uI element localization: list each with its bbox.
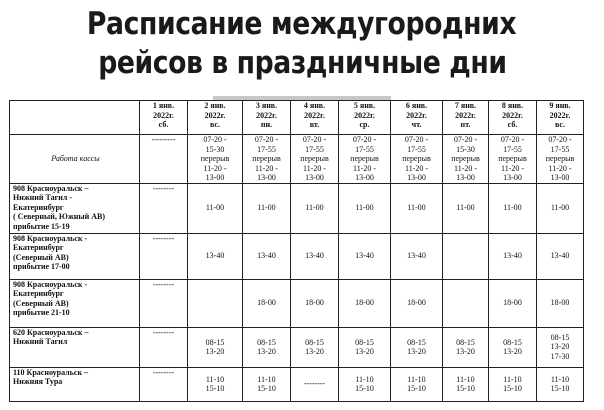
date-header-line: вс. (555, 120, 565, 129)
date-header-line: чт. (411, 120, 422, 129)
time-value: -------- (152, 183, 175, 193)
departure-time-cell (339, 233, 391, 279)
time-value: 08-15 (456, 337, 475, 347)
time-value: перерыв (300, 154, 329, 163)
departure-time-cell (291, 279, 339, 327)
route-label-line: 110 Красноуральск – (13, 367, 89, 377)
time-value: 13-20 (407, 347, 426, 356)
departure-time-cell (489, 279, 537, 327)
route-label (10, 183, 140, 233)
time-value: 13-00 (456, 173, 475, 182)
time-value: 13-20 (257, 347, 276, 356)
time-value: 13-20 (550, 342, 570, 352)
departure-time-cell (443, 367, 489, 401)
time-value: -------- (303, 379, 326, 389)
time-value: 15-10 (205, 384, 225, 393)
time-value: 13-20 (205, 347, 225, 356)
ticket-office-hours-cell (489, 135, 537, 184)
time-value: 15-10 (355, 384, 374, 393)
departure-time-cell (291, 233, 339, 279)
time-value: перерыв (350, 154, 379, 163)
route-label-line: Екатеринбург (13, 202, 64, 212)
time-value: 13-40 (205, 251, 225, 261)
time-value: -------- (152, 327, 175, 337)
ticket-office-hours-cell (291, 135, 339, 184)
route-row (10, 233, 584, 279)
route-label-line: Екатеринбург (13, 289, 64, 298)
time-value: 08-15 (550, 332, 570, 342)
time-value: 11-00 (456, 203, 475, 213)
date-header-line: 2022г. (354, 110, 375, 120)
route-label-line: Нижний Тагил (13, 337, 68, 346)
time-value: 07-20 - (302, 135, 327, 144)
time-value: перерыв (252, 154, 281, 163)
time-value: -------- (152, 233, 175, 243)
ticket-office-hours-cell (391, 135, 443, 184)
time-value: -------- (152, 367, 175, 377)
route-label-line: 620 Красноуральск – (13, 327, 89, 337)
route-label (10, 279, 140, 327)
time-value: перерыв (200, 154, 230, 163)
ticket-office-hours-cell (188, 135, 243, 184)
time-value: 11-10 (205, 374, 225, 384)
time-value: перерыв (451, 154, 480, 163)
time-value: 17-55 (305, 144, 324, 154)
time-value: 07-20 - (254, 135, 279, 144)
time-value: 07-20 - (352, 135, 377, 144)
time-value: 15-10 (503, 384, 522, 393)
departure-time-cell (391, 327, 443, 367)
time-value: 08-15 (407, 337, 426, 347)
date-header-line: вс. (210, 120, 220, 129)
route-label (10, 233, 140, 279)
time-value: перерыв (545, 154, 575, 163)
time-value: 13-00 (503, 173, 522, 182)
departure-time-cell (188, 279, 243, 327)
headline-line-1: Расписание междугородних (87, 6, 517, 42)
date-header-line: 2022г. (204, 110, 226, 120)
route-label-line: ( Северный, Южный АВ) (13, 212, 106, 221)
time-value: 13-40 (257, 251, 276, 261)
departure-time-cell (537, 367, 584, 401)
time-value: 11-00 (205, 203, 225, 213)
time-value: 13-00 (407, 173, 426, 182)
date-header-cell (291, 101, 339, 135)
departure-time-cell (188, 183, 243, 233)
time-value: 07-20 - (548, 135, 572, 144)
time-value: 13-20 (503, 347, 522, 356)
departure-time-cell (291, 327, 339, 367)
route-label-line: прибытие 21-10 (13, 308, 70, 317)
time-value: 07-20 - (203, 135, 227, 144)
time-value: 11-20 - (453, 163, 478, 173)
departure-time-cell (391, 183, 443, 233)
route-label-line: 908 Красноуральск – (13, 183, 89, 193)
departure-time-cell (243, 279, 291, 327)
departure-time-cell (140, 327, 188, 367)
route-label-line: прибытие 15-19 (13, 221, 70, 231)
departure-time-cell (291, 367, 339, 401)
time-value: 18-00 (355, 298, 374, 308)
departure-time-cell (537, 327, 584, 367)
time-value: перерыв (402, 154, 431, 163)
time-value: 11-10 (355, 374, 374, 384)
date-header-line: 1 янв. (152, 101, 175, 110)
time-value: 11-00 (257, 203, 276, 213)
date-header-line: ср. (359, 120, 370, 129)
time-value: 11-10 (407, 374, 426, 384)
route-label (10, 367, 140, 401)
route-label-line: (Северный АВ) (13, 298, 69, 308)
ticket-office-label (10, 135, 140, 184)
route-label-line: 908 Красноуральск - (13, 279, 88, 289)
route-label (10, 327, 140, 367)
date-header-cell (243, 101, 291, 135)
date-header-line: 2022г. (502, 110, 523, 120)
route-label-line: 908 Красноуральск - (13, 233, 88, 243)
departure-time-cell (537, 279, 584, 327)
time-value: 15-10 (407, 384, 426, 393)
time-value: 18-00 (407, 298, 426, 308)
date-header-line: 2022г. (406, 110, 427, 120)
time-value: 11-00 (407, 203, 426, 213)
departure-time-cell (243, 233, 291, 279)
time-value: 11-00 (550, 203, 570, 213)
time-value: 13-00 (257, 173, 276, 182)
date-header-line: 4 янв. (303, 101, 326, 110)
date-header-line: сб. (158, 120, 169, 129)
schedule-table (9, 100, 584, 402)
time-value: 11-20 - (500, 163, 525, 173)
date-header-line: пн. (260, 120, 273, 129)
time-value: 11-20 - (254, 163, 279, 173)
date-header-line: 6 янв. (405, 101, 428, 110)
time-value: 17-55 (355, 144, 374, 154)
time-value: 13-20 (305, 347, 324, 356)
time-value: 11-10 (456, 374, 475, 384)
time-value: 13-00 (305, 173, 324, 182)
time-value: 17-55 (550, 144, 570, 154)
time-value: 13-40 (550, 251, 570, 261)
time-value: 13-40 (355, 251, 374, 261)
time-value: 11-20 - (548, 163, 572, 173)
time-value: 18-00 (503, 298, 522, 308)
route-row (10, 279, 584, 327)
time-value: 08-15 (205, 337, 225, 347)
time-value: 13-20 (456, 347, 475, 356)
time-value: 15-30 (205, 144, 225, 154)
time-value: 08-15 (305, 337, 324, 347)
time-value: 15-10 (257, 384, 276, 393)
route-row (10, 367, 584, 401)
time-value: 07-20 - (404, 135, 429, 144)
route-label-line: (Северный АВ) (13, 252, 69, 262)
date-header-line: сб. (507, 120, 518, 129)
departure-time-cell (140, 183, 188, 233)
route-label-line: Екатеринбург (13, 243, 64, 252)
time-value: 13-20 (355, 347, 374, 356)
headline-line-2: рейсов в праздничные дни (97, 45, 507, 81)
date-header-cell (443, 101, 489, 135)
departure-time-cell (537, 183, 584, 233)
time-value: 15-30 (456, 144, 475, 154)
time-value: 11-00 (503, 203, 522, 213)
departure-time-cell (391, 279, 443, 327)
route-label-line: Нижняя Тура (13, 377, 63, 386)
departure-time-cell (339, 327, 391, 367)
time-value: 18-00 (550, 298, 570, 308)
route-label-line: Работа кассы (51, 154, 100, 163)
departure-time-cell (537, 233, 584, 279)
time-value: 11-00 (305, 203, 324, 213)
date-header-cell (188, 101, 243, 135)
departure-time-cell (489, 327, 537, 367)
date-header-cell (140, 101, 188, 135)
departure-time-cell (140, 279, 188, 327)
time-value: 07-20 - (500, 135, 525, 144)
corner-cell (10, 101, 140, 135)
departure-time-cell (291, 183, 339, 233)
time-value: 17-55 (257, 144, 276, 154)
time-value: 15-10 (456, 384, 475, 393)
date-header-cell (339, 101, 391, 135)
date-header-line: 2022г. (549, 110, 571, 120)
time-value: 18-00 (257, 298, 276, 308)
time-value: 13-40 (305, 251, 324, 261)
date-header-cell (489, 101, 537, 135)
time-value: 13-00 (355, 173, 374, 182)
route-row (10, 327, 584, 367)
time-value: 13-00 (205, 173, 225, 182)
time-value: 17-55 (407, 144, 426, 154)
departure-time-cell (243, 183, 291, 233)
departure-time-cell (140, 233, 188, 279)
ticket-office-hours-cell (140, 135, 188, 184)
ticket-office-hours-cell (339, 135, 391, 184)
date-header-line: 2022г. (304, 110, 325, 120)
route-label-line: прибытие 17-00 (13, 262, 70, 271)
time-value: --------- (151, 135, 176, 144)
departure-time-cell (243, 367, 291, 401)
headline (0, 0, 604, 96)
ticket-office-row (10, 135, 584, 184)
date-header-line: 2022г. (256, 110, 277, 120)
date-header-line: 9 янв. (549, 101, 571, 110)
time-value: 11-20 - (404, 163, 429, 173)
departure-time-cell (339, 279, 391, 327)
time-value: 11-20 - (203, 163, 227, 173)
departure-time-cell (339, 367, 391, 401)
departure-time-cell (188, 327, 243, 367)
date-header-cell (537, 101, 584, 135)
time-value: перерыв (498, 154, 527, 163)
departure-time-cell (443, 327, 489, 367)
time-value: 18-00 (305, 298, 324, 308)
time-value: 15-10 (550, 384, 570, 393)
time-value: 11-10 (550, 374, 570, 384)
ticket-office-hours-cell (537, 135, 584, 184)
time-value: 11-20 - (302, 163, 327, 173)
departure-time-cell (489, 367, 537, 401)
departure-time-cell (443, 279, 489, 327)
time-value: 13-40 (407, 251, 426, 261)
departure-time-cell (188, 233, 243, 279)
time-value: 11-10 (503, 374, 522, 384)
time-value: 17-30 (550, 351, 570, 361)
ticket-office-hours-cell (443, 135, 489, 184)
departure-time-cell (443, 183, 489, 233)
date-header-line: вт. (309, 120, 320, 129)
date-header-line: 7 янв. (454, 101, 477, 110)
route-label-line: Нижний Тагил - (13, 193, 72, 202)
route-row (10, 183, 584, 233)
time-value: 11-00 (355, 203, 374, 213)
time-value: 13-00 (550, 173, 570, 182)
departure-time-cell (391, 233, 443, 279)
date-header-line: 3 янв. (255, 101, 278, 110)
time-value: 08-15 (355, 337, 374, 347)
departure-time-cell (489, 183, 537, 233)
schedule-body (10, 101, 584, 402)
time-value: 11-20 - (352, 163, 377, 173)
departure-time-cell (243, 327, 291, 367)
date-header-line: 2022г. (153, 110, 174, 120)
date-header-line: 5 янв. (353, 101, 376, 110)
time-value: 08-15 (503, 337, 522, 347)
departure-time-cell (443, 233, 489, 279)
time-value: 08-15 (257, 337, 276, 347)
ticket-office-hours-cell (243, 135, 291, 184)
date-header-line: 2022г. (455, 110, 476, 120)
date-header-cell (391, 101, 443, 135)
date-header-line: 2 янв. (204, 101, 226, 110)
date-header-line: 8 янв. (501, 101, 524, 110)
departure-time-cell (489, 233, 537, 279)
time-value: -------- (152, 279, 175, 289)
departure-time-cell (339, 183, 391, 233)
time-value: 11-10 (257, 374, 276, 384)
departure-time-cell (188, 367, 243, 401)
time-value: 13-40 (503, 251, 522, 261)
time-value: 07-20 - (453, 135, 478, 144)
departure-time-cell (391, 367, 443, 401)
time-value: 17-55 (503, 144, 522, 154)
header-row (10, 101, 584, 135)
date-header-line: пт. (460, 120, 471, 129)
departure-time-cell (140, 367, 188, 401)
